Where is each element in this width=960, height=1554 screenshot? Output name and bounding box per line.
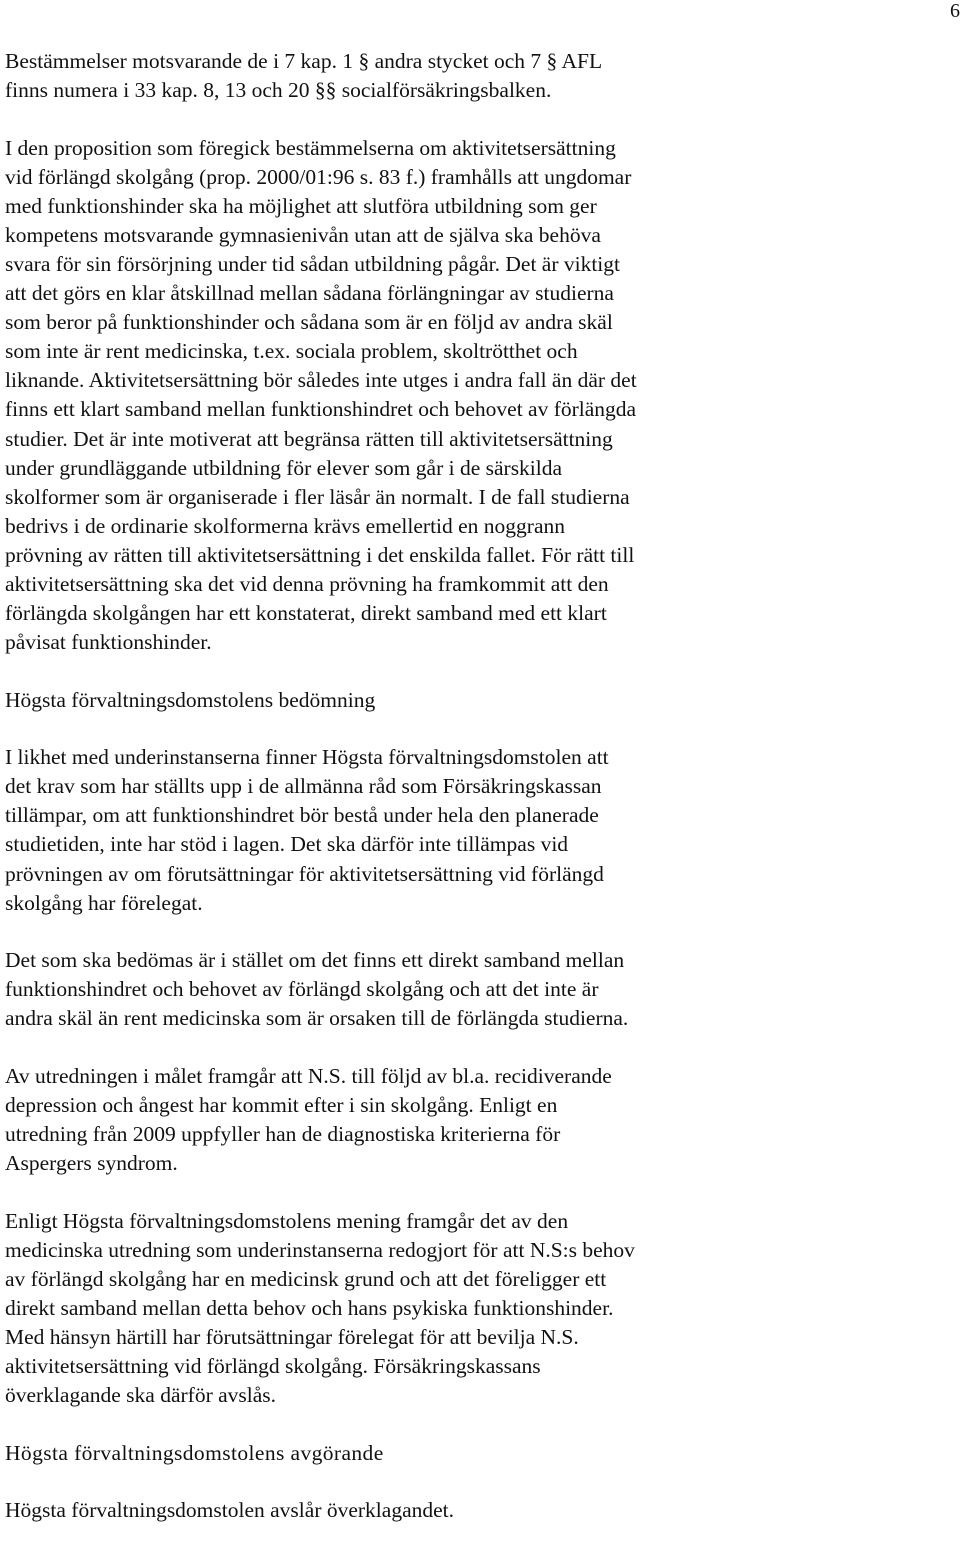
text-line: I den proposition som föregick bestämmelserna om aktivitetsersättning bbox=[5, 135, 616, 160]
paragraph-proposition bbox=[5, 134, 955, 658]
text-line: förlängda skolgången har ett konstaterat, direkt samband med ett klart bbox=[5, 601, 607, 626]
text-line: finns numera i 33 kap. 8, 13 och 20 §§ socialförsäkringsbalken. bbox=[5, 78, 552, 103]
text-line: tillämpar, om att funktionshindret bör bestå under hela den planerade bbox=[5, 803, 599, 828]
text-line: studietiden, inte har stöd i lagen. Det ska därför inte tillämpas vid bbox=[5, 832, 569, 857]
text-line: som beror på funktionshinder och sådana som är en följd av andra skäl bbox=[5, 310, 613, 335]
text-line: under grundläggande utbildning för elever som går i de särskilda bbox=[5, 455, 563, 480]
text-line: utredning från 2009 uppfyller han de diagnostiska kriterierna för bbox=[5, 1121, 561, 1146]
paragraph-assessment-4 bbox=[5, 1207, 955, 1411]
text-line: med funktionshinder ska ha möjlighet att slutföra utbildning som ger bbox=[5, 193, 597, 218]
text-line: kompetens motsvarande gymnasienivån utan att de själva ska behöva bbox=[5, 222, 601, 247]
text-line: depression och ångest har kommit efter i sin skolgång. Enligt en bbox=[5, 1092, 558, 1117]
paragraph-assessment-1 bbox=[5, 743, 955, 918]
section-heading-decision: Högsta förvaltningsdomstolens avgörande bbox=[5, 1440, 384, 1465]
text-line: prövningen av om förutsättningar för aktivitetsersättning vid förlängd bbox=[5, 861, 604, 886]
text-line: Med hänsyn härtill har förutsättningar förelegat för att bevilja N.S. bbox=[5, 1324, 579, 1349]
text-line: överklagande ska därför avslås. bbox=[5, 1383, 277, 1408]
text-line: vid förlängd skolgång (prop. 2000/01:96 s. 83 f.) framhålls att ungdomar bbox=[5, 164, 632, 189]
text-line: prövning av rätten till aktivitetsersättning i det enskilda fallet. För rätt till bbox=[5, 542, 635, 567]
page-number: 6 bbox=[950, 0, 960, 22]
text-line: Av utredningen i målet framgår att N.S. till följd av bl.a. recidiverande bbox=[5, 1063, 612, 1088]
text-line: Bestämmelser motsvarande de i 7 kap. 1 § andra stycket och 7 § AFL bbox=[5, 49, 603, 73]
text-line: medicinska utredning som underinstanserna redogjort för att N.S:s behov bbox=[5, 1237, 635, 1262]
text-line: bedrivs i de ordinarie skolformerna krävs emellertid en noggrann bbox=[5, 513, 566, 538]
text-line: som inte är rent medicinska, t.ex. sociala problem, skoltrötthet och bbox=[5, 339, 578, 364]
text-line: det krav som har ställts upp i de allmänna råd som Försäkringskassan bbox=[5, 774, 602, 799]
text-line: att det görs en klar åtskillnad mellan sådana förlängningar av studierna bbox=[5, 281, 614, 306]
text-line: aktivitetsersättning vid förlängd skolgång. Försäkringskassans bbox=[5, 1354, 541, 1378]
paragraph-assessment-3 bbox=[5, 1062, 955, 1178]
text-line: direkt samband mellan detta behov och hans psykiska funktionshinder. bbox=[5, 1295, 614, 1320]
text-line: Enligt Högsta förvaltningsdomstolens mening framgår det av den bbox=[5, 1208, 569, 1233]
text-line: studier. Det är inte motiverat att begränsa rätten till aktivitetsersättning bbox=[5, 426, 613, 451]
text-line: Det som ska bedömas är i stället om det finns ett direkt samband mellan bbox=[5, 948, 625, 973]
paragraph-statute-reference bbox=[5, 47, 955, 105]
decision-text: Högsta förvaltningsdomstolen avslår överklagandet. bbox=[5, 1498, 455, 1523]
text-line: funktionshindret och behovet av förlängd skolgång och att det inte är bbox=[5, 977, 599, 1002]
text-line: finns ett klart samband mellan funktionshindret och behovet av förlängda bbox=[5, 397, 637, 422]
text-line: I likhet med underinstanserna finner Högsta förvaltningsdomstolen att bbox=[5, 745, 609, 770]
text-line: av förlängd skolgång har en medicinsk grund och att det föreligger ett bbox=[5, 1266, 607, 1291]
text-line: svara för sin försörjning under tid sådan utbildning pågår. Det är viktigt bbox=[5, 251, 621, 276]
section-heading-assessment: Högsta förvaltningsdomstolens bedömning bbox=[5, 687, 376, 712]
text-line: skolformer som är organiserade i fler läsår än normalt. I de fall studierna bbox=[5, 484, 630, 509]
paragraph-assessment-2 bbox=[5, 946, 955, 1033]
document-body bbox=[5, 47, 955, 1554]
text-line: Aspergers syndrom. bbox=[5, 1151, 178, 1176]
text-line: påvisat funktionshinder. bbox=[5, 630, 212, 655]
text-line: skolgång har förelegat. bbox=[5, 890, 203, 915]
text-line: liknande. Aktivitetsersättning bör således inte utges i andra fall än där det bbox=[5, 368, 637, 393]
text-line: andra skäl än rent medicinska som är orsaken till de förlängda studierna. bbox=[5, 1006, 629, 1031]
text-line: aktivitetsersättning ska det vid denna prövning ha framkommit att den bbox=[5, 571, 609, 596]
